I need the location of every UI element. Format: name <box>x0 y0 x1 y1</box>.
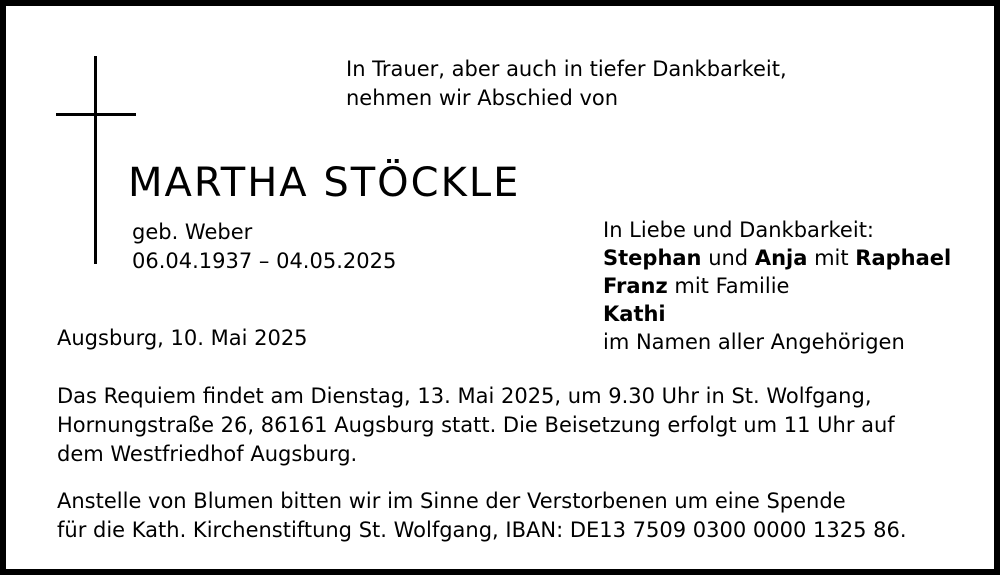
donation-line-2: für die Kath. Kirchenstiftung St. Wolfgang, IBAN: DE13 7509 0300 0000 1325 86. <box>57 518 907 542</box>
donation-paragraph <box>57 487 907 545</box>
donation-line-1: Anstelle von Blumen bitten wir im Sinne der Verstorbenen um eine Spende <box>57 489 846 513</box>
service-paragraph <box>57 382 895 469</box>
family-connector-und: und <box>701 246 755 270</box>
cross-horizontal-bar <box>56 113 136 116</box>
birth-name: geb. Weber <box>132 220 253 244</box>
family-name-franz: Franz <box>603 274 668 298</box>
family-row-1 <box>603 244 951 272</box>
service-line-3: dem Westfriedhof Augsburg. <box>57 442 358 466</box>
family-name-kathi: Kathi <box>603 302 666 326</box>
service-line-1: Das Requiem findet am Dienstag, 13. Mai 2025, um 9.30 Uhr in St. Wolfgang, <box>57 384 872 408</box>
intro-line-2: nehmen wir Abschied von <box>346 86 619 110</box>
life-dates: 06.04.1937 – 04.05.2025 <box>132 249 397 273</box>
family-connector-mit: mit <box>807 246 856 270</box>
deceased-name: MARTHA STÖCKLE <box>128 160 521 206</box>
family-heading: In Liebe und Dankbarkeit: <box>603 218 875 242</box>
family-name-raphael: Raphael <box>855 246 952 270</box>
intro-line-1: In Trauer, aber auch in tiefer Dankbarkeit, <box>346 57 787 81</box>
family-suffix: mit Familie <box>667 274 790 298</box>
place-date: Augsburg, 10. Mai 2025 <box>57 326 308 350</box>
cross-icon <box>56 56 136 264</box>
family-row-2 <box>603 272 951 300</box>
family-signature <box>603 216 951 356</box>
family-name-stephan: Stephan <box>603 246 702 270</box>
intro-text <box>346 55 787 113</box>
family-name-anja: Anja <box>754 246 808 270</box>
deceased-details <box>132 218 396 276</box>
cross-vertical-bar <box>94 56 97 264</box>
service-line-2: Hornungstraße 26, 86161 Augsburg statt. Die Beisetzung erfolgt um 11 Uhr auf <box>57 413 895 437</box>
family-closing: im Namen aller Angehörigen <box>603 330 905 354</box>
